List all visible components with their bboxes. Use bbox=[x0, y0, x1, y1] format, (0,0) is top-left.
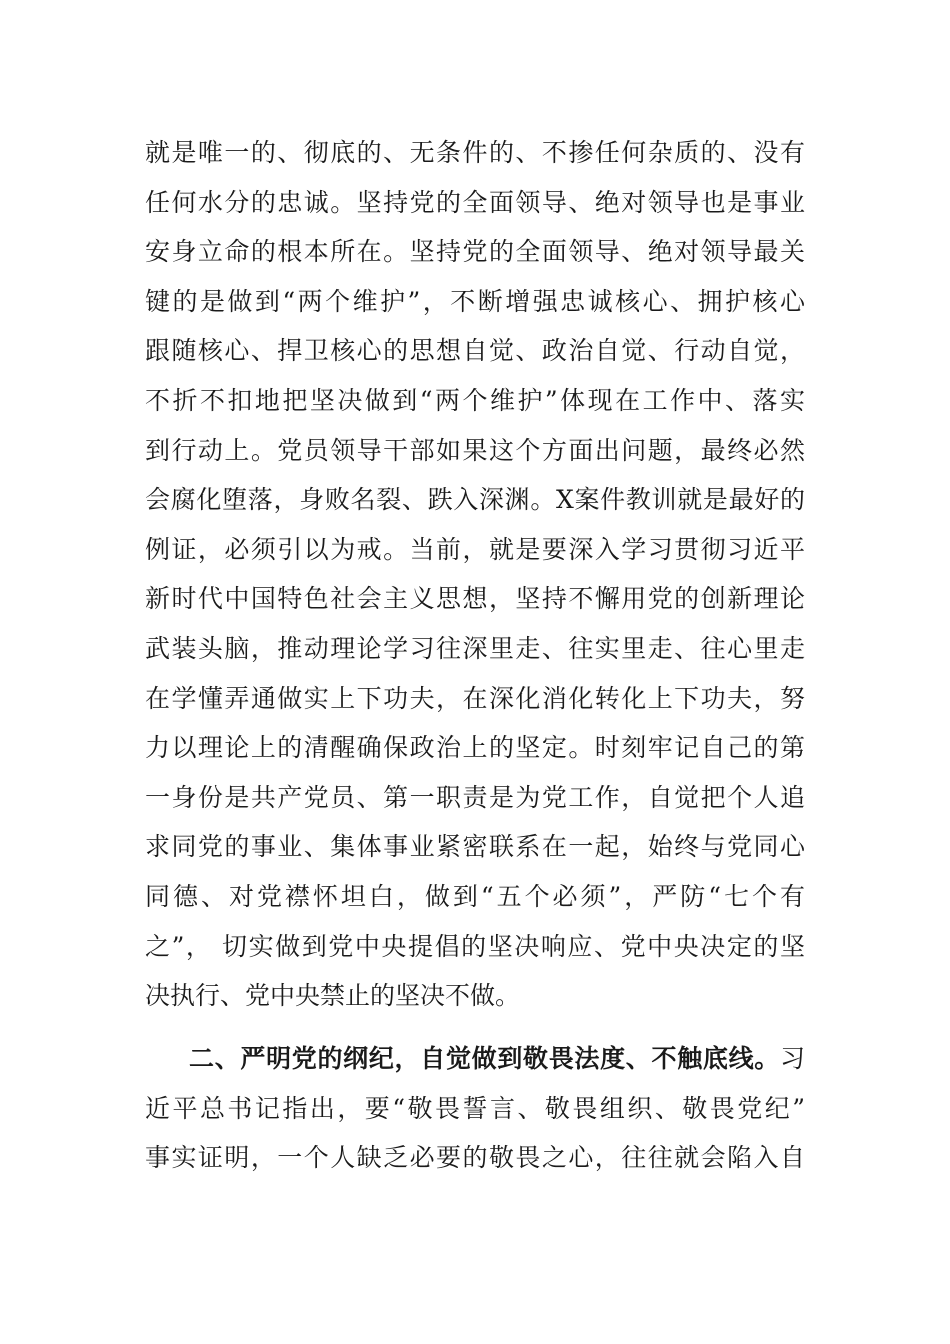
text-line: 到行动上。党员领导干部如果这个方面出问题，最终必然 bbox=[145, 435, 805, 465]
text-line: 力以理论上的清醒确保政治上的坚定。时刻牢记自己的第 bbox=[145, 733, 805, 763]
text-line: 近平总书记指出，要“敬畏誓言、敬畏组织、敬畏党纪” bbox=[145, 1093, 805, 1123]
text-line: 安身立命的根本所在。坚持党的全面领导、绝对领导最关 bbox=[145, 237, 805, 267]
text-line: 同德、对党襟怀坦白，做到“五个必须”，严防“七个有 bbox=[145, 881, 805, 911]
heading-tail-text: 习 bbox=[779, 1044, 805, 1073]
text-line: 新时代中国特色社会主义思想，坚持不懈用党的创新理论 bbox=[145, 584, 805, 614]
text-line: 求同党的事业、集体事业紧密联系在一起，始终与党同心 bbox=[145, 832, 805, 862]
text-line: 会腐化堕落，身败名裂、跌入深渊。X案件教训就是最好的 bbox=[145, 485, 805, 515]
section-heading: 二、严明党的纲纪，自觉做到敬畏法度、不触底线。 bbox=[189, 1044, 780, 1073]
text-line: 在学懂弄通做实上下功夫，在深化消化转化上下功夫，努 bbox=[145, 683, 805, 713]
text-line: 就是唯一的、彻底的、无条件的、不掺任何杂质的、没有 bbox=[145, 138, 805, 167]
text-line: 武装头脑，推动理论学习往深里走、往实里走、往心里走 bbox=[145, 633, 805, 663]
text-line: 任何水分的忠诚。坚持党的全面领导、绝对领导也是事业 bbox=[145, 187, 805, 217]
text-line: 决执行、党中央禁止的坚决不做。 bbox=[145, 981, 521, 1011]
text-line: 之”， 切实做到党中央提倡的坚决响应、党中央决定的坚 bbox=[145, 931, 805, 961]
text-line: 跟随核心、捍卫核心的思想自觉、政治自觉、行动自觉， bbox=[145, 336, 805, 366]
text-line: 不折不扣地把坚决做到“两个维护”体现在工作中、落实 bbox=[145, 385, 805, 415]
paragraph-1 bbox=[145, 128, 805, 1021]
text-line: 事实证明，一个人缺乏必要的敬畏之心，往往就会陷入自 bbox=[145, 1143, 805, 1173]
text-line: 键的是做到“两个维护”，不断增强忠诚核心、拥护核心 bbox=[145, 286, 805, 316]
section-heading-line bbox=[145, 1034, 805, 1084]
text-line: 例证，必须引以为戒。当前，就是要深入学习贯彻习近平 bbox=[145, 534, 805, 564]
text-line: 一身份是共产党员、第一职责是为党工作，自觉把个人追 bbox=[145, 782, 805, 812]
paragraph-2 bbox=[145, 1034, 805, 1183]
